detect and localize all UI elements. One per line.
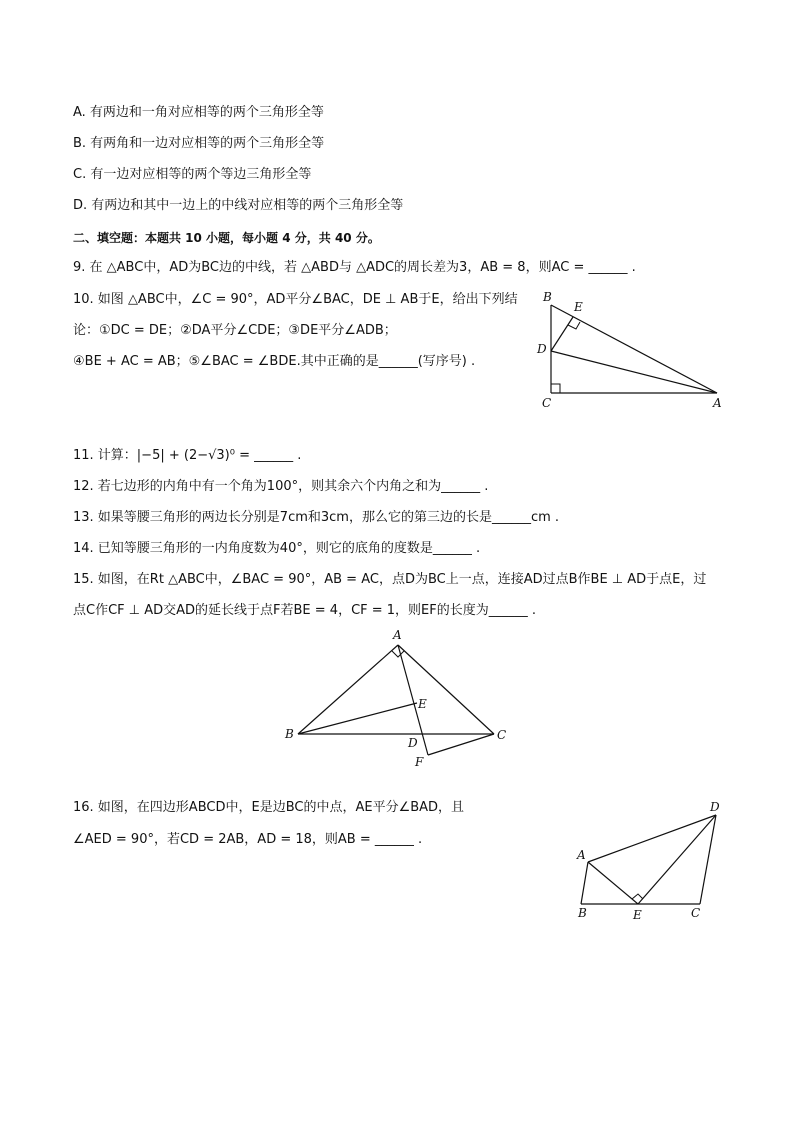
label-d: D: [537, 342, 547, 356]
label-b: B: [543, 290, 552, 304]
segment-ba: [551, 305, 717, 393]
question-10-line-1: 10. 如图 △ABC中，∠C = 90°，AD平分∠BAC，DE ⊥ AB于E，给出下列结: [73, 292, 518, 307]
label-d: D: [408, 736, 418, 750]
right-angle-mark-e: [568, 322, 580, 329]
figure-q10: [530, 285, 730, 415]
section-title: 二、填空题：本题共 10 小题，每小题 4 分，共 40 分。: [73, 231, 380, 245]
label-d: D: [710, 800, 720, 814]
label-c: C: [542, 396, 552, 410]
question-10-line-3: ④BE + AC = AB；⑤∠BAC = ∠BDE.其中正确的是______(写序号) .: [73, 354, 476, 369]
label-b: B: [578, 906, 587, 920]
question-10-line-2: 论：①DC = DE；②DA平分∠CDE；③DE平分∠ADB；: [73, 323, 397, 338]
option-b: B. 有两角和一边对应相等的两个三角形全等: [73, 136, 325, 151]
question-15-line-2: 点C作CF ⊥ AD交AD的延长线于点F若BE = 4，CF = 1，则EF的长度为______ .: [73, 603, 537, 618]
question-14: 14. 已知等腰三角形的一内角度数为40°，则它的底角的度数是______ .: [73, 541, 481, 556]
question-12: 12. 若七边形的内角中有一个角为100°，则其余六个内角之和为______ .: [73, 479, 489, 494]
question-13: 13. 如果等腰三角形的两边长分别是7cm和3cm，那么它的第三边的长是______cm .: [73, 510, 560, 525]
label-e: E: [418, 697, 427, 711]
figure-q15: [280, 625, 520, 775]
figure-q16: [570, 795, 730, 925]
option-c: C. 有一边对应相等的两个等边三角形全等: [73, 167, 312, 182]
right-angle-mark-a: [392, 651, 404, 657]
label-f: F: [415, 755, 424, 769]
segment-ac: [398, 645, 494, 734]
label-b: B: [285, 727, 294, 741]
segment-ed: [638, 815, 716, 904]
label-c: C: [497, 728, 507, 742]
segment-ae: [588, 862, 638, 904]
label-a: A: [393, 628, 402, 642]
segment-ab: [581, 862, 588, 904]
label-a: A: [713, 396, 722, 410]
question-9: 9. 在 △ABC中，AD为BC边的中线，若 △ABD与 △ADC的周长差为3，AB = 8，则AC = ______ .: [73, 260, 636, 275]
right-angle-mark-c: [551, 384, 560, 393]
segment-cf: [428, 734, 494, 755]
segment-da: [551, 351, 717, 393]
question-15-line-1: 15. 如图，在Rt △ABC中，∠BAC = 90°，AB = AC，点D为BC上一点，连接AD过点B作BE ⊥ AD于点E，过: [73, 572, 707, 587]
question-16-line-2: ∠AED = 90°，若CD = 2AB，AD = 18，则AB = ______ .: [73, 832, 423, 847]
label-e: E: [633, 908, 642, 922]
label-a: A: [577, 848, 586, 862]
segment-cd: [700, 815, 716, 904]
question-16-line-1: 16. 如图，在四边形ABCD中，E是边BC的中点，AE平分∠BAD，且: [73, 800, 465, 815]
question-11: 11. 计算：|−5| + (2−√3)⁰ = ______ .: [73, 448, 302, 463]
option-d: D. 有两边和其中一边上的中线对应相等的两个三角形全等: [73, 198, 404, 213]
right-angle-mark-e: [632, 894, 643, 899]
label-e: E: [574, 300, 583, 314]
label-c: C: [691, 906, 701, 920]
segment-de: [551, 317, 573, 351]
segment-ad: [588, 815, 716, 862]
option-a: A. 有两边和一角对应相等的两个三角形全等: [73, 105, 324, 120]
